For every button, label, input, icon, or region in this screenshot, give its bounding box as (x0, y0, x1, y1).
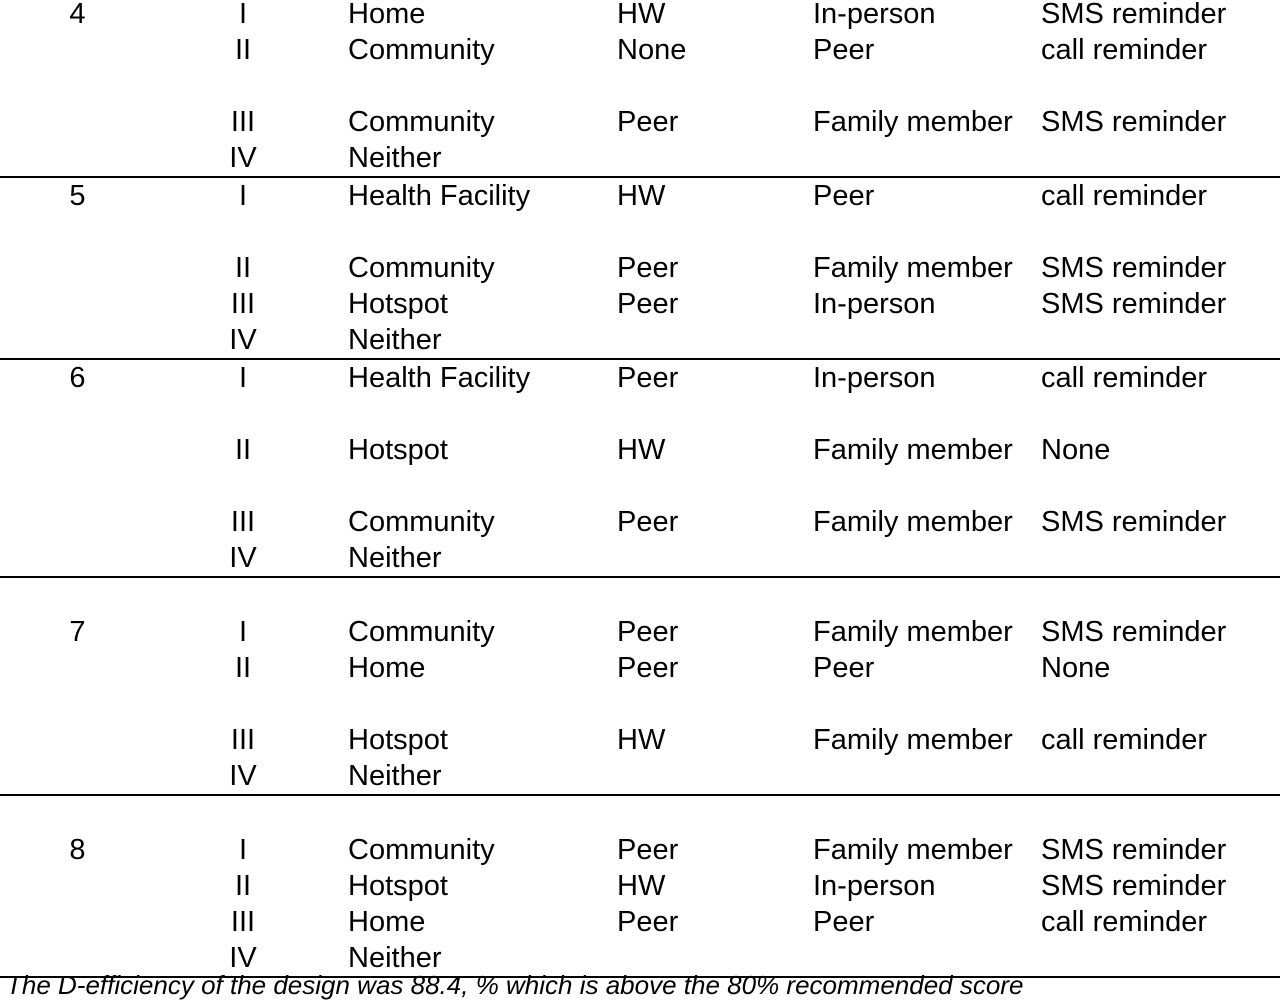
table-row (0, 904, 1280, 940)
table-row (0, 140, 1280, 176)
reminder-cell: SMS reminder (1041, 506, 1227, 538)
provider-cell: HW (617, 870, 666, 902)
location-cell: Neither (348, 760, 442, 792)
choice-set-block (0, 178, 1280, 360)
table-row (0, 796, 1280, 868)
support-cell: Family member (813, 506, 1013, 538)
support-cell: Family member (813, 434, 1013, 466)
provider-cell: HW (617, 180, 666, 212)
location-cell: Hotspot (348, 870, 448, 902)
table-row (0, 214, 1280, 286)
table-row (0, 650, 1280, 686)
support-cell: In-person (813, 362, 936, 394)
table-row (0, 758, 1280, 794)
location-cell: Home (348, 0, 426, 30)
location-cell: Community (348, 506, 495, 538)
alternative-cell: I (238, 0, 248, 30)
provider-cell: Peer (617, 906, 679, 938)
table-row (0, 68, 1280, 140)
support-cell: In-person (813, 288, 936, 320)
alternative-cell: I (238, 616, 248, 648)
location-cell: Hotspot (348, 288, 448, 320)
table-row (0, 578, 1280, 650)
location-cell: Neither (348, 324, 442, 356)
location-cell: Hotspot (348, 434, 448, 466)
table-row (0, 322, 1280, 358)
table-row (0, 540, 1280, 576)
provider-cell: Peer (617, 288, 679, 320)
choice-set-number: 5 (69, 180, 86, 212)
alternative-cell: IV (229, 942, 257, 974)
alternative-cell: IV (229, 142, 257, 174)
support-cell: Family member (813, 724, 1013, 756)
table-row (0, 468, 1280, 540)
support-cell: In-person (813, 0, 936, 30)
provider-cell: Peer (617, 652, 679, 684)
provider-cell: Peer (617, 616, 679, 648)
location-cell: Health Facility (348, 180, 531, 212)
choice-set-number: 4 (69, 0, 86, 30)
location-cell: Neither (348, 542, 442, 574)
support-cell: Peer (813, 180, 875, 212)
alternative-cell: IV (229, 542, 257, 574)
reminder-cell: SMS reminder (1041, 106, 1227, 138)
support-cell: Family member (813, 106, 1013, 138)
alternative-cell: III (230, 106, 256, 138)
reminder-cell: SMS reminder (1041, 870, 1227, 902)
alternative-cell: I (238, 834, 248, 866)
reminder-cell: SMS reminder (1041, 252, 1227, 284)
reminder-cell: call reminder (1041, 180, 1207, 212)
provider-cell: Peer (617, 362, 679, 394)
reminder-cell: call reminder (1041, 34, 1207, 66)
table-row (0, 286, 1280, 322)
location-cell: Community (348, 252, 495, 284)
provider-cell: Peer (617, 252, 679, 284)
reminder-cell: SMS reminder (1041, 834, 1227, 866)
alternative-cell: III (230, 506, 256, 538)
reminder-cell: None (1041, 652, 1111, 684)
choice-set-block (0, 0, 1280, 178)
provider-cell: None (617, 34, 687, 66)
table-row (0, 32, 1280, 68)
table-footnote: The D-efficiency of the design was 88.4, % which is above the 80% recommended score (6, 970, 1024, 1000)
alternative-cell: II (234, 870, 252, 902)
choice-set-number: 7 (69, 616, 86, 648)
alternative-cell: III (230, 288, 256, 320)
alternative-cell: II (234, 434, 252, 466)
table-row (0, 178, 1280, 214)
reminder-cell: SMS reminder (1041, 288, 1227, 320)
choice-set-block (0, 578, 1280, 796)
support-cell: Peer (813, 652, 875, 684)
table-row (0, 360, 1280, 396)
choice-set-number: 6 (69, 362, 86, 394)
location-cell: Health Facility (348, 362, 531, 394)
support-cell: Family member (813, 252, 1013, 284)
provider-cell: HW (617, 0, 666, 30)
provider-cell: Peer (617, 106, 679, 138)
table-row (0, 396, 1280, 468)
table-row (0, 686, 1280, 758)
reminder-cell: call reminder (1041, 724, 1207, 756)
provider-cell: HW (617, 724, 666, 756)
choice-set-block (0, 796, 1280, 978)
alternative-cell: I (238, 180, 248, 212)
location-cell: Community (348, 616, 495, 648)
choice-set-number: 8 (69, 834, 86, 866)
reminder-cell: SMS reminder (1041, 616, 1227, 648)
alternative-cell: IV (229, 760, 257, 792)
support-cell: Family member (813, 834, 1013, 866)
alternative-cell: II (234, 252, 252, 284)
alternative-cell: II (234, 652, 252, 684)
alternative-cell: IV (229, 324, 257, 356)
reminder-cell: SMS reminder (1041, 0, 1227, 30)
provider-cell: HW (617, 434, 666, 466)
reminder-cell: call reminder (1041, 906, 1207, 938)
alternative-cell: III (230, 906, 256, 938)
provider-cell: Peer (617, 834, 679, 866)
alternative-cell: III (230, 724, 256, 756)
alternative-cell: I (238, 362, 248, 394)
location-cell: Community (348, 106, 495, 138)
support-cell: Family member (813, 616, 1013, 648)
location-cell: Community (348, 834, 495, 866)
location-cell: Home (348, 652, 426, 684)
location-cell: Neither (348, 142, 442, 174)
location-cell: Hotspot (348, 724, 448, 756)
alternative-cell: II (234, 34, 252, 66)
support-cell: Peer (813, 906, 875, 938)
table-row (0, 868, 1280, 904)
choice-set-block (0, 360, 1280, 578)
location-cell: Home (348, 906, 426, 938)
provider-cell: Peer (617, 506, 679, 538)
reminder-cell: call reminder (1041, 362, 1207, 394)
location-cell: Neither (348, 942, 442, 974)
table-row (0, 0, 1280, 32)
location-cell: Community (348, 34, 495, 66)
reminder-cell: None (1041, 434, 1111, 466)
support-cell: In-person (813, 870, 936, 902)
support-cell: Peer (813, 34, 875, 66)
